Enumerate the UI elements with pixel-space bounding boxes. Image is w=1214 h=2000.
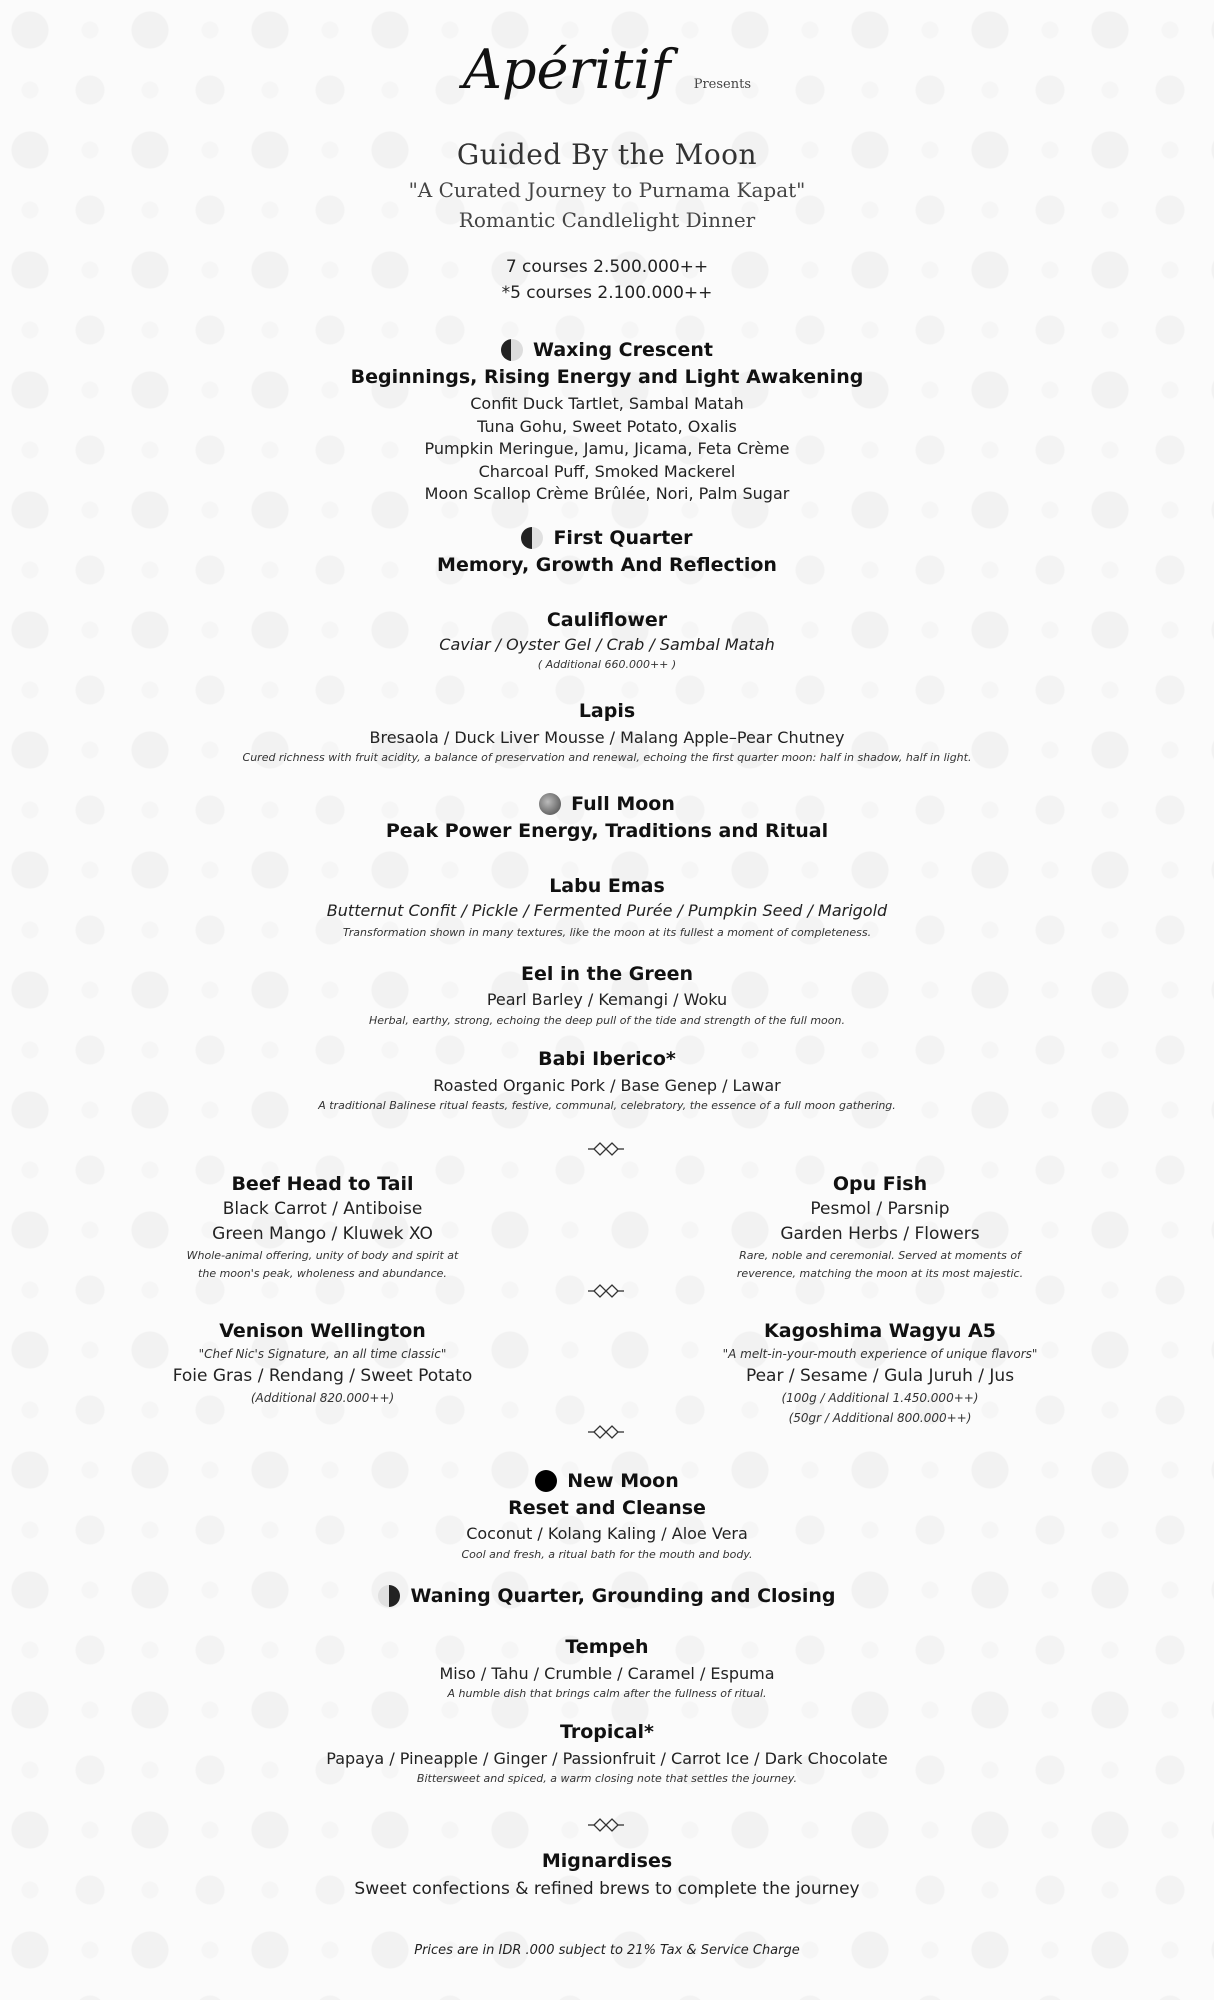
price-5-courses: *5 courses 2.100.000++ <box>501 283 713 303</box>
ornament-divider-icon <box>0 1424 1214 1440</box>
dish-components: Pearl Barley / Kemangi / Woku <box>486 990 728 1009</box>
dish-components: Butternut Confit / Pickle / Fermented Purée / Pumpkin Seed / Marigold <box>326 901 888 920</box>
full-moon-icon <box>539 793 561 815</box>
list-item: Moon Scallop Crème Brûlée, Nori, Palm Sugar <box>424 484 790 503</box>
menu-tagline: Romantic Candlelight Dinner <box>458 208 756 232</box>
list-item: Charcoal Puff, Smoked Mackerel <box>478 462 736 481</box>
dish-note: (Additional 820.000++) <box>250 1391 395 1405</box>
dish-components: Foie Gras / Rendang / Sweet Potato <box>172 1366 473 1386</box>
list-item: Confit Duck Tartlet, Sambal Matah <box>470 394 744 413</box>
dish-note: Bittersweet and spiced, a warm closing note that settles the journey. <box>416 1772 798 1785</box>
ornament-divider-icon <box>0 1817 1214 1833</box>
dish-components: Black Carrot / Antiboise <box>222 1199 423 1219</box>
section-new-moon <box>0 1470 1214 1492</box>
dish-note: A traditional Balinese ritual feasts, festive, communal, celebratory, the essence of a full moon gathering. <box>318 1099 896 1112</box>
dish-note: the moon's peak, wholeness and abundance. <box>198 1267 447 1280</box>
section-name: First Quarter <box>553 527 693 549</box>
dish-components: Pear / Sesame / Gula Juruh / Jus <box>745 1366 1015 1386</box>
section-first-quarter <box>0 527 1214 549</box>
price-7-courses: 7 courses 2.500.000++ <box>505 257 709 277</box>
waxing-crescent-moon-icon <box>501 339 523 361</box>
footer-note: Prices are in IDR .000 subject to 21% Tax & Service Charge <box>414 1943 800 1958</box>
dish-venison-wellington <box>120 1318 525 1408</box>
dish-quote: "Chef Nic's Signature, an all time classic" <box>198 1347 447 1361</box>
dish-components: Pesmol / Parsnip <box>810 1199 950 1219</box>
dish-components: Sweet confections & refined brews to complete the journey <box>354 1879 860 1899</box>
ornament-divider-icon <box>0 1141 1214 1157</box>
dish-name: Kagoshima Wagyu A5 <box>764 1320 996 1342</box>
presents-label: Presents <box>693 77 752 92</box>
dish-components: Roasted Organic Pork / Base Genep / Lawar <box>433 1076 781 1095</box>
section-name: Full Moon <box>571 793 675 815</box>
ornament-divider-icon <box>0 1283 1214 1299</box>
first-quarter-moon-icon <box>521 527 543 549</box>
dish-note: Herbal, earthy, strong, echoing the deep pull of the tide and strength of the full moon. <box>369 1014 845 1027</box>
dish-note: (100g / Additional 1.450.000++) <box>781 1391 979 1405</box>
dish-components: Coconut / Kolang Kaling / Aloe Vera <box>466 1524 748 1543</box>
dish-name: Mignardises <box>541 1850 673 1872</box>
dish-name: Cauliflower <box>546 609 668 631</box>
list-item: Tuna Gohu, Sweet Potato, Oxalis <box>477 417 737 436</box>
section-theme: Peak Power Energy, Traditions and Ritual <box>385 820 829 842</box>
section-theme: Reset and Cleanse <box>508 1497 706 1519</box>
dish-note: ( Additional 660.000++ ) <box>537 658 677 671</box>
logo: Apéritif Presents <box>462 38 752 101</box>
menu-title: Guided By the Moon <box>456 138 758 171</box>
dish-name: Venison Wellington <box>219 1320 426 1342</box>
dish-note: Whole-animal offering, unity of body and spirit at <box>186 1249 459 1262</box>
dish-note: Cool and fresh, a ritual bath for the mouth and body. <box>461 1548 753 1561</box>
dish-opu-fish <box>680 1171 1080 1283</box>
section-theme: Memory, Growth And Reflection <box>437 554 777 576</box>
section-waning-quarter <box>0 1585 1214 1607</box>
dish-note: (50gr / Additional 800.000++) <box>788 1411 972 1425</box>
dish-name: Opu Fish <box>832 1173 928 1195</box>
section-name: Waning Quarter, Grounding and Closing <box>410 1585 836 1607</box>
dish-name: Babi Iberico* <box>538 1048 676 1070</box>
section-full-moon <box>0 793 1214 815</box>
section-name: New Moon <box>567 1470 679 1492</box>
list-item: Pumpkin Meringue, Jamu, Jicama, Feta Crème <box>424 439 790 458</box>
section-waxing-crescent <box>0 339 1214 361</box>
dish-beef-head-to-tail <box>120 1171 525 1283</box>
dish-components: Garden Herbs / Flowers <box>780 1224 980 1244</box>
dish-note: Rare, noble and ceremonial. Served at moments of <box>739 1249 1021 1262</box>
dish-components: Green Mango / Kluwek XO <box>212 1224 433 1244</box>
dish-name: Labu Emas <box>549 875 665 897</box>
dish-components: Caviar / Oyster Gel / Crab / Sambal Matah <box>439 635 775 654</box>
waning-quarter-moon-icon <box>378 1585 400 1607</box>
dish-quote: "A melt-in-your-mouth experience of unique flavors" <box>722 1347 1038 1361</box>
new-moon-icon <box>535 1470 557 1492</box>
dish-name: Lapis <box>578 700 636 722</box>
dish-note: A humble dish that brings calm after the fullness of ritual. <box>447 1687 767 1700</box>
dish-name: Tempeh <box>565 1636 649 1658</box>
menu-subtitle: "A Curated Journey to Purnama Kapat" <box>408 178 806 202</box>
dish-components: Bresaola / Duck Liver Mousse / Malang Apple–Pear Chutney <box>369 728 845 747</box>
dish-name: Tropical* <box>560 1721 654 1743</box>
dish-name: Eel in the Green <box>520 963 694 985</box>
dish-note: Cured richness with fruit acidity, a balance of preservation and renewal, echoing the first quarter moon: half in shadow, half in light. <box>242 751 972 764</box>
dish-note: Transformation shown in many textures, like the moon at its fullest a moment of completeness. <box>342 926 872 939</box>
dish-components: Miso / Tahu / Crumble / Caramel / Espuma <box>439 1664 775 1683</box>
section-theme: Beginnings, Rising Energy and Light Awakening <box>350 366 864 388</box>
dish-name: Beef Head to Tail <box>231 1173 414 1195</box>
dish-components: Papaya / Pineapple / Ginger / Passionfruit / Carrot Ice / Dark Chocolate <box>326 1749 888 1768</box>
section-name: Waxing Crescent <box>533 339 713 361</box>
dish-kagoshima-wagyu <box>680 1318 1080 1428</box>
dish-note: reverence, matching the moon at its most majestic. <box>736 1267 1024 1280</box>
